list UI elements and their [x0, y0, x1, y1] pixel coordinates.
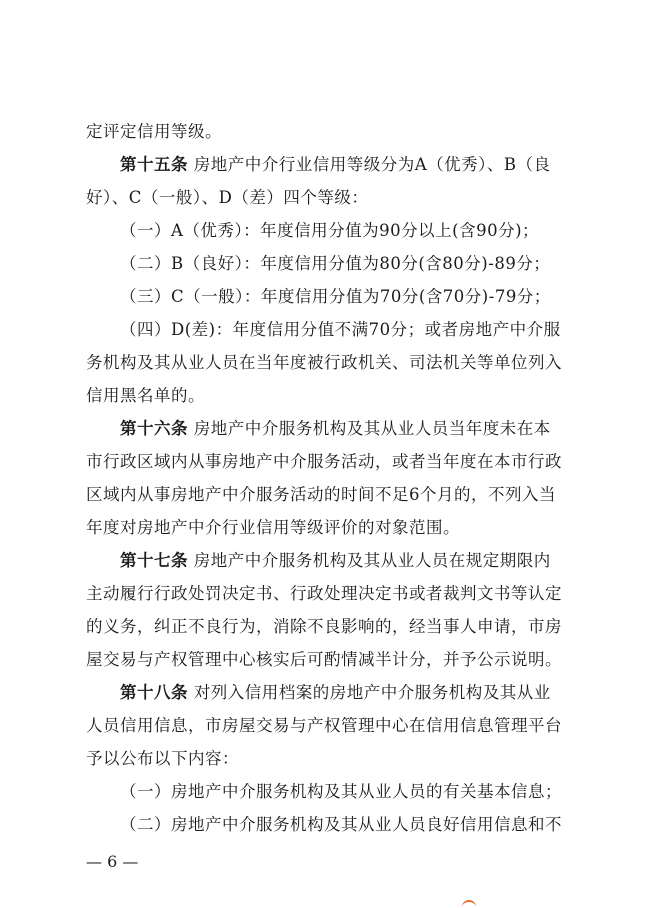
text-line: 市行政区域内从事房地产中介服务活动，或者当年度在本市行政 — [86, 452, 562, 471]
article-15-heading-line: 第十五条 房地产中介行业信用等级分为A（优秀）、B（良 — [120, 155, 551, 174]
article-number: 第十八条 — [120, 683, 188, 702]
text-line: 区域内从事房地产中介服务活动的时间不足6个月的，不列入当 — [86, 485, 556, 504]
list-item: （二）B（良好）：年度信用分值为80分(含80分)-89分； — [120, 254, 551, 273]
text-line: 予以公布以下内容： — [86, 749, 239, 768]
article-number: 第十六条 — [120, 419, 188, 438]
list-item: （三）C（一般）：年度信用分值为70分(含70分)-79分； — [120, 287, 551, 306]
text-line: 的义务，纠正不良行为，消除不良影响的，经当事人申请，市房 — [86, 617, 562, 636]
seal-mark — [462, 900, 476, 908]
text-line: 主动履行行政处罚决定书、行政处理决定书或者裁判文书等认定 — [86, 584, 562, 603]
article-17-heading-line: 第十七条 房地产中介服务机构及其从业人员在规定期限内 — [120, 551, 551, 570]
article-number: 第十七条 — [120, 551, 188, 570]
page-number: — 6 — — [86, 852, 139, 871]
list-item: （一）A（优秀）：年度信用分值为90分以上(含90分)； — [120, 221, 540, 240]
text-line: 定评定信用等级。 — [86, 122, 222, 141]
text-line: 信用黑名单的。 — [86, 386, 205, 405]
article-number: 第十五条 — [120, 155, 188, 174]
list-item: （一）房地产中介服务机构及其从业人员的有关基本信息； — [120, 782, 562, 801]
article-18-heading-line: 第十八条 对列入信用档案的房地产中介服务机构及其从业 — [120, 683, 551, 702]
text-line: 屋交易与产权管理中心核实后可酌情减半计分，并予公示说明。 — [86, 650, 562, 669]
text-line: 年度对房地产中介行业信用等级评价的对象范围。 — [86, 518, 460, 537]
text-line: 好）、C（一般）、D（差）四个等级： — [86, 188, 369, 207]
list-item: （四）D(差)：年度信用分值不满70分；或者房地产中介服 — [120, 320, 561, 339]
text-line: 务机构及其从业人员在当年度被行政机关、司法机关等单位列入 — [86, 353, 562, 372]
list-item: （二）房地产中介服务机构及其从业人员良好信用信息和不 — [120, 815, 562, 834]
text-line: 人员信用信息，市房屋交易与产权管理中心在信用信息管理平台 — [86, 716, 562, 735]
article-16-heading-line: 第十六条 房地产中介服务机构及其从业人员当年度未在本 — [120, 419, 551, 438]
